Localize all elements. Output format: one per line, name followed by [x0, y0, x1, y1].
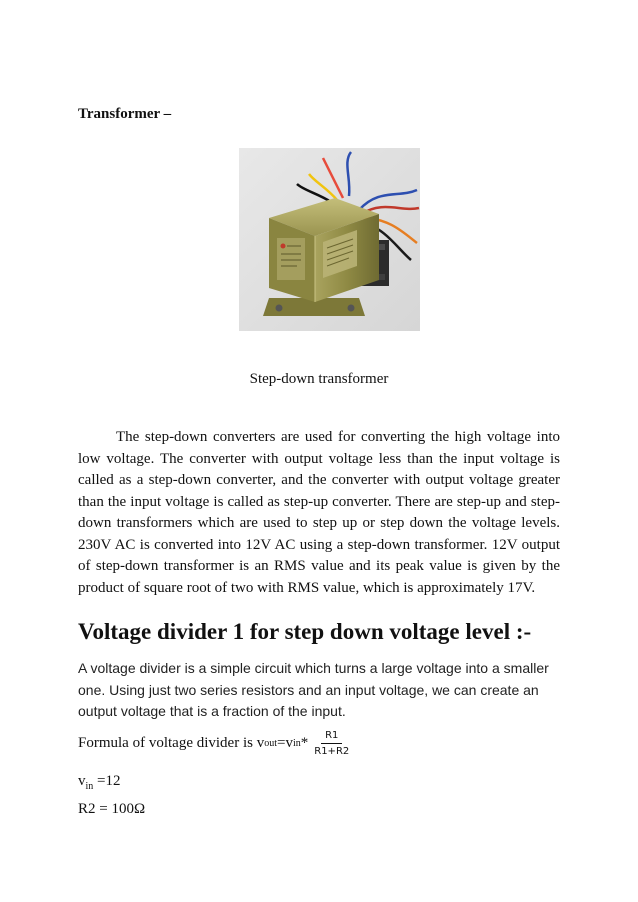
voltage-divider-heading: Voltage divider 1 for step down voltage level :- [78, 619, 532, 644]
formula-out-subscript: out [264, 738, 277, 749]
transformer-paragraph: The step-down converters are used for converting the high voltage into low voltage. The converter with output voltage less than the input voltage is called as a step-down converter, and the converter with output voltage greater than the input voltage is called as step-up converter. There are step-up and step-down transformers which are used to step up or step down the voltage levels. 230V AC is converted into 12V AC using a step-down transformer. 12V output of step-down transformer is an RMS value and its peak value is given by the product of square root of two with RMS value, which is approximately 17V. [78, 429, 560, 596]
transformer-heading: Transformer – [78, 106, 172, 122]
figure-caption: Step-down transformer [249, 371, 389, 387]
transformer-photo [239, 148, 420, 331]
formula-prefix: Formula of voltage divider is [78, 735, 253, 751]
fraction-numerator: R1 [321, 730, 342, 744]
voltage-divider-formula [78, 730, 353, 757]
fraction-denominator: R1+R2 [314, 746, 350, 757]
formula-v-out: v [256, 735, 265, 751]
vin-subscript: in [85, 781, 94, 792]
formula-equals: = [277, 735, 286, 751]
formula-fraction [310, 730, 353, 757]
formula-v-in: v [285, 735, 293, 751]
vin-v: v [78, 773, 86, 789]
vin-value-line [78, 773, 121, 792]
voltage-divider-paragraph: A voltage divider is a simple circuit which turns a large voltage into a smaller one. Using just two series resistors and an input voltage, we can create an output voltage that is a fraction of the input. [78, 660, 549, 719]
formula-in-subscript: in [292, 738, 301, 749]
r2-value-line: R2 = 100Ω [78, 801, 146, 817]
vin-value: =12 [93, 773, 121, 789]
formula-times: * [300, 735, 309, 751]
